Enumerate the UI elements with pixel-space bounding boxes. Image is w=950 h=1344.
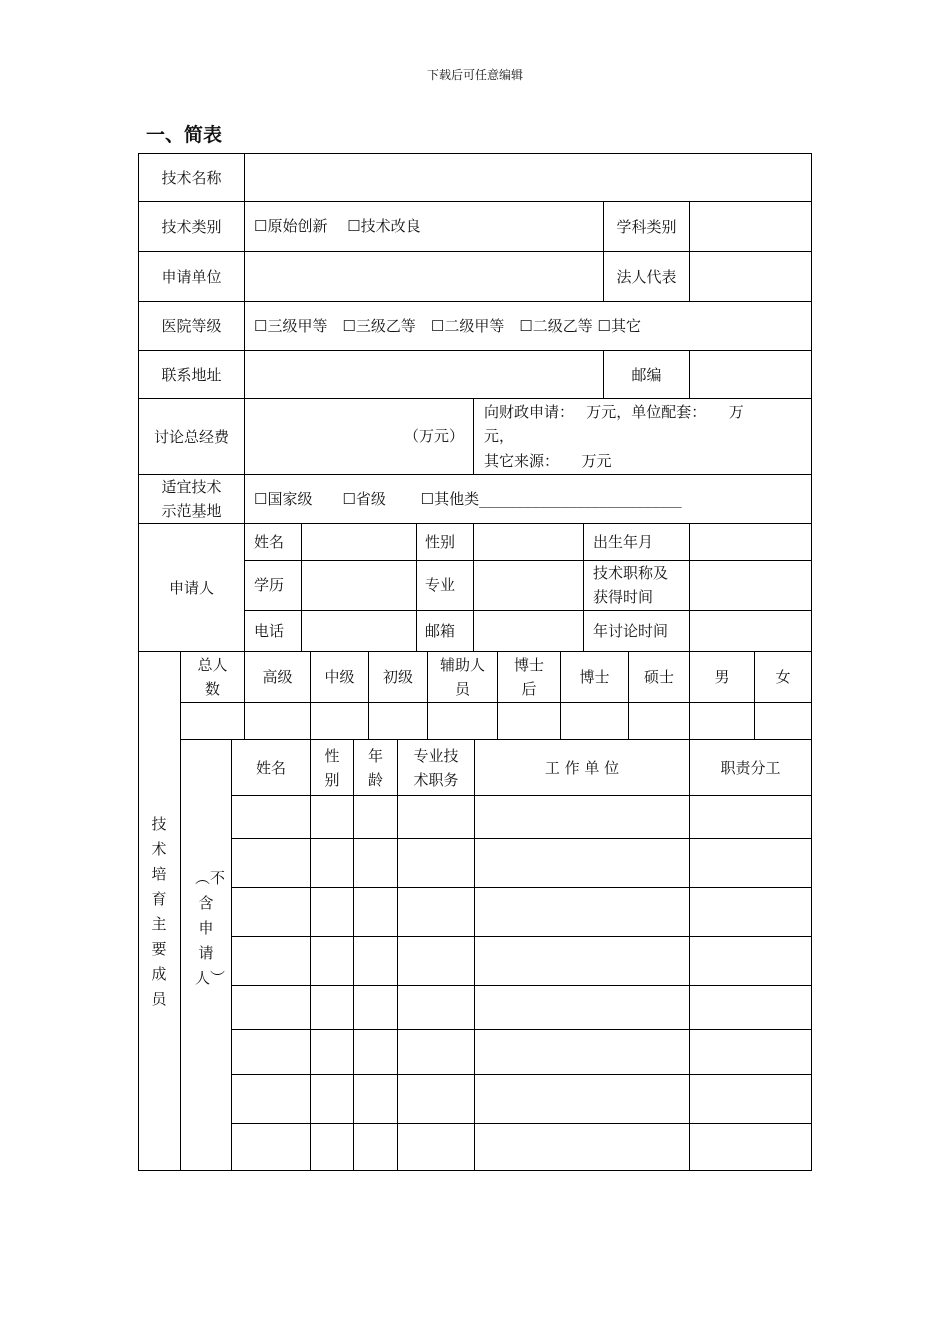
stats-total-header (181, 652, 244, 702)
member-gender-line1: 性 (324, 746, 340, 765)
applicant-title-label-line1: 技术职称及 (593, 564, 669, 582)
fund-source-line1: 向财政申请： 万元，单位配套： 万 (484, 403, 744, 421)
postcode-field[interactable] (690, 351, 811, 398)
member-age-line1: 年 (367, 746, 383, 765)
stats-total-line1: 总人 (197, 656, 228, 674)
stats-senior-header: 高级 (262, 668, 293, 686)
tech-type-label: 技术类别 (161, 217, 222, 236)
applicant-gender-label: 性别 (425, 533, 456, 551)
members-side-label: 技术培育主要成员 (151, 815, 167, 1008)
stats-postdoc-header (498, 652, 560, 702)
demo-base-label (139, 475, 244, 523)
members-sub-label: ︵不含申请人︶ (195, 869, 226, 987)
tech-name-field[interactable] (245, 154, 811, 201)
demo-base-options[interactable]: ☐国家级 ☐省级 ☐其他类___________________________ (254, 490, 682, 508)
stats-assist-header (428, 652, 497, 702)
applicant-research-time-label: 年讨论时间 (593, 622, 669, 640)
tech-type-options[interactable]: ☐原始创新 ☐技术改良 (254, 217, 421, 235)
total-fund-label: 讨论总经费 (153, 427, 229, 446)
demo-base-label-line2: 示范基地 (161, 502, 222, 520)
stats-postdoc-line2: 后 (521, 680, 537, 698)
stats-total-line2: 数 (204, 680, 220, 698)
stats-male-header: 男 (714, 668, 730, 686)
member-duty-header: 职责分工 (720, 758, 781, 777)
address-label: 联系地址 (161, 365, 222, 384)
member-gender-line2: 别 (324, 770, 340, 789)
member-name-header: 姓名 (255, 758, 286, 777)
member-title-line1: 专业技 (413, 746, 459, 765)
member-title-header (398, 740, 474, 795)
applicant-unit-label: 申请单位 (161, 267, 222, 286)
section-title: 一、简表 (146, 124, 223, 146)
fund-unit-text: （万元） (404, 427, 465, 445)
applicant-education-label: 学历 (254, 576, 285, 594)
subject-type-field[interactable] (690, 202, 811, 251)
member-unit-header: 工 作 单 位 (544, 758, 620, 777)
stats-junior-header: 初级 (382, 668, 413, 686)
legal-rep-label: 法人代表 (616, 267, 677, 286)
applicant-name-label: 姓名 (254, 533, 285, 551)
applicant-title-label-line2: 获得时间 (593, 588, 654, 606)
applicant-birth-label: 出生年月 (593, 533, 654, 551)
applicant-phone-label: 电话 (254, 622, 285, 640)
applicant-email-label: 邮箱 (425, 622, 456, 640)
member-gender-header (311, 740, 353, 795)
page-header: 下载后可任意编辑 (426, 68, 523, 82)
demo-base-label-line1: 适宜技术 (161, 478, 222, 496)
applicant-label: 申请人 (168, 578, 214, 597)
fund-source-line2: 元， (484, 427, 515, 445)
hospital-level-options[interactable]: ☐三级甲等 ☐三级乙等 ☐二级甲等 ☐二级乙等 ☐其它 (254, 317, 642, 335)
member-age-header (354, 740, 397, 795)
applicant-major-label: 专业 (425, 576, 456, 594)
stats-postdoc-line1: 博士 (513, 656, 544, 674)
stats-phd-header: 博士 (579, 668, 610, 686)
applicant-unit-field[interactable] (245, 252, 603, 301)
postcode-label: 邮编 (631, 365, 662, 384)
stats-assist-line1: 辅助人 (439, 656, 485, 674)
hospital-level-label: 医院等级 (161, 317, 222, 335)
stats-female-header: 女 (775, 668, 791, 686)
address-field[interactable] (245, 351, 603, 398)
member-title-line2: 术职务 (413, 770, 459, 789)
member-age-line2: 龄 (367, 770, 383, 789)
stats-master-header: 硕士 (643, 668, 674, 686)
tech-name-label: 技术名称 (161, 168, 222, 187)
subject-type-label: 学科类别 (616, 217, 677, 236)
stats-assist-line2: 员 (454, 680, 470, 698)
fund-source-line3: 其它来源： 万元 (484, 452, 612, 470)
stats-middle-header: 中级 (324, 668, 355, 686)
legal-rep-field[interactable] (690, 252, 811, 301)
